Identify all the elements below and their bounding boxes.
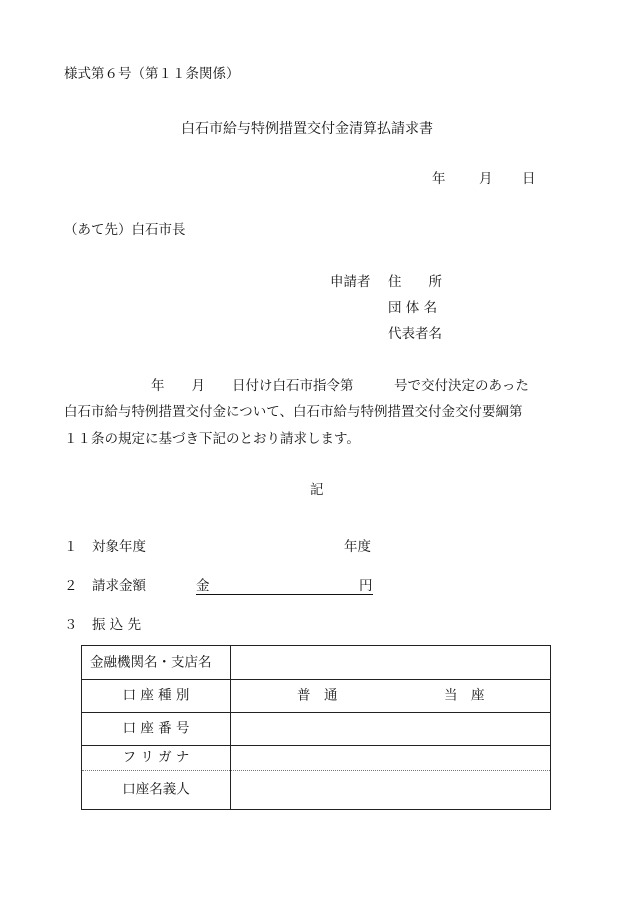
- address-label: 住 所: [388, 274, 442, 290]
- date-day-label: 日: [522, 171, 536, 187]
- account-type-option-current: 当 座: [444, 686, 485, 703]
- item-number: １: [64, 539, 78, 555]
- table-row: [82, 679, 550, 713]
- ki-heading: 記: [310, 482, 324, 498]
- account-type-option-ordinary: 普 通: [297, 686, 338, 703]
- addressee: （あて先）白石市長: [64, 222, 186, 238]
- applicant-role-label: 申請者: [330, 274, 371, 290]
- item-label: 対象年度: [92, 539, 146, 555]
- body-line-2: 白石市給与特例措置交付金について、白石市給与特例措置交付金交付要綱第: [64, 404, 523, 420]
- item-label: 振 込 先: [92, 617, 142, 633]
- row-label-account-type: 口 座 種 別: [122, 686, 190, 703]
- date-year-label: 年: [432, 171, 446, 187]
- table-row: [82, 771, 550, 809]
- row-label-account-number: 口 座 番 号: [122, 719, 190, 736]
- organization-label: 団 体 名: [388, 300, 438, 316]
- amount-suffix: 円: [359, 578, 373, 594]
- document-title: 白石市給与特例措置交付金清算払請求書: [181, 121, 433, 137]
- item-label: 請求金額: [92, 578, 146, 594]
- row-label-furigana: フ リ ガ ナ: [122, 748, 190, 765]
- row-label-bank-branch: 金融機関名・支店名: [90, 653, 212, 670]
- bank-account-table: [81, 645, 551, 810]
- item-number: ２: [64, 578, 78, 594]
- table-row: [82, 712, 550, 746]
- table-row: [82, 745, 550, 771]
- amount-prefix: 金: [196, 578, 210, 594]
- row-label-account-holder: 口座名義人: [122, 781, 190, 798]
- body-line-1: 年 月 日付け白石市指令第 号で交付決定のあった: [151, 378, 529, 394]
- date-month-label: 月: [479, 171, 493, 187]
- item-value: 年度: [344, 539, 371, 555]
- table-row: [82, 646, 550, 680]
- form-number: 様式第６号（第１１条関係）: [64, 66, 240, 82]
- amount-underline: [196, 580, 373, 595]
- item-number: ３: [64, 617, 78, 633]
- body-line-3: １１条の規定に基づき下記のとおり請求します。: [64, 431, 360, 447]
- representative-label: 代表者名: [388, 326, 442, 342]
